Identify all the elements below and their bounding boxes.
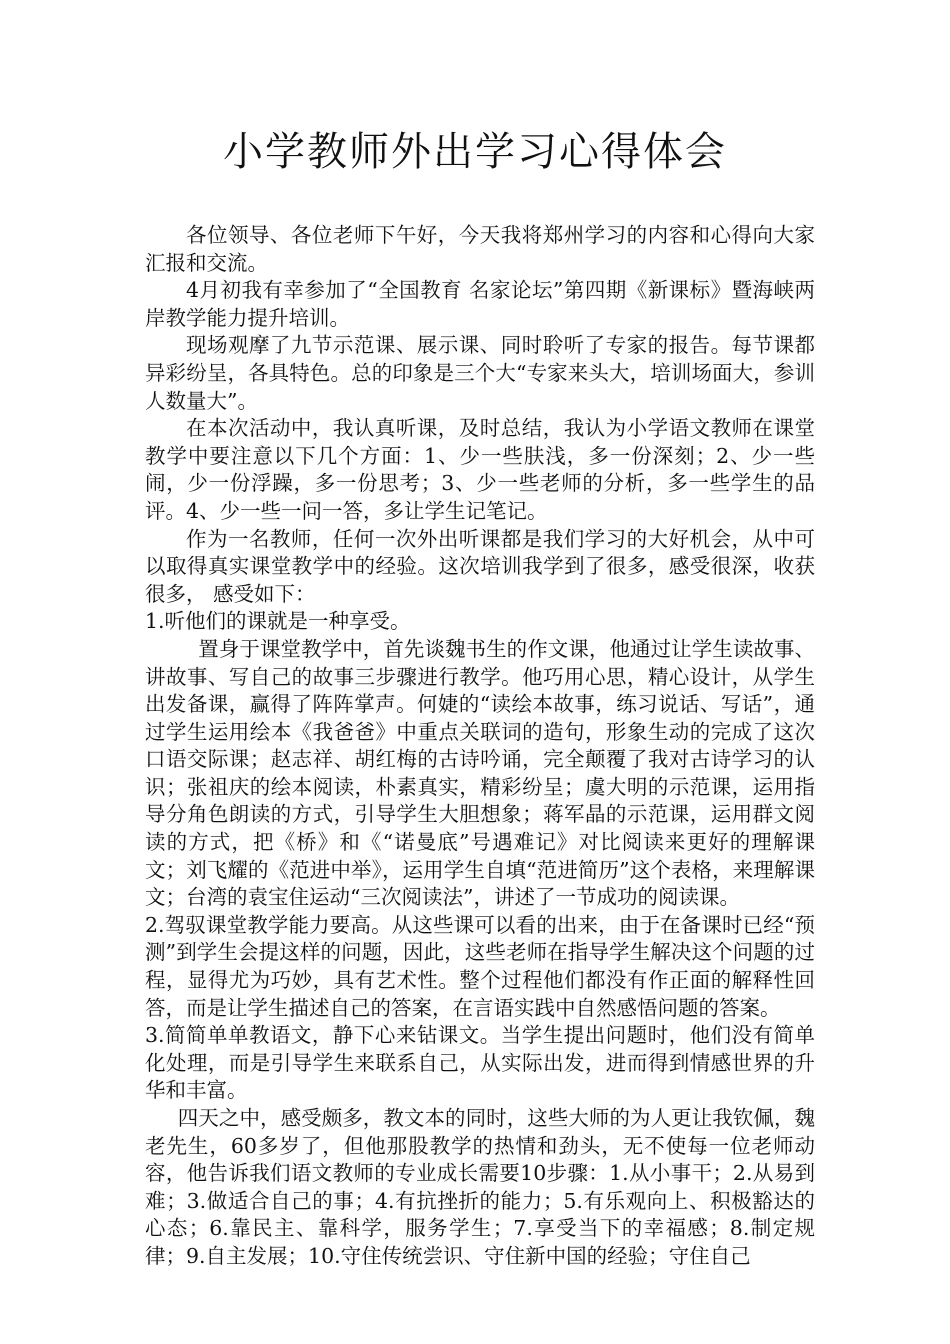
paragraph-point-2: 2.驾驭课堂教学能力要高。从这些课可以看的出来，由于在备课时已经“预测”到学生会提这样的问题，因此，这些老师在指导学生解决这个问题的过程，显得尤为巧妙，具有艺术性。整个过程他们都没有作正面的解释性回答，而是让学生描述自己的答案，在言语实践中自然感悟问题的答案。 (145, 912, 815, 1020)
paragraph-point-3: 3.简简单单教语文，静下心来钻课文。当学生提出问题时，他们没有简单化处理，而是引导学生来联系自己，从实际出发，进而得到情感世界的升华和丰富。 (145, 1023, 815, 1103)
paragraph-learning-opportunity: 作为一名教师，任何一次外出听课都是我们学习的大好机会，从中可以取得真实课堂教学中的经验。这次培训我学到了很多，感受很深，收获很多， 感受如下： (145, 526, 815, 606)
document-title: 小学教师外出学习心得体会 (223, 129, 727, 175)
document-body (145, 222, 815, 1271)
paragraph-greeting: 各位领导、各位老师下午好，今天我将郑州学习的内容和心得向大家汇报和交流。 (145, 223, 815, 275)
paragraph-training-intro: 4月初我有幸参加了“全国教育 名家论坛”第四期《新课标》暨海峡两岸教学能力提升培训。 (145, 278, 815, 330)
paragraph-teaching-points: 在本次活动中，我认真听课，及时总结，我认为小学语文教师在课堂教学中要注意以下几个方面：1、少一些肤浅，多一份深刻；2、少一些闹，少一份浮躁，多一份思考；3、少一些老师的分析，多一些学生的品评。4、少一些一问一答，多让学生记笔记。 (145, 416, 815, 523)
paragraph-lesson-examples: 置身于课堂教学中，首先谈魏书生的作文课，他通过让学生读故事、讲故事、写自己的故事三步骤进行教学。他巧用心思，精心设计，从学生出发备课，赢得了阵阵掌声。何婕的“读绘本故事，练习说话、写话”，通过学生运用绘本《我爸爸》中重点关联词的造句，形象生动的完成了这次口语交际课；赵志祥、胡红梅的古诗吟诵，完全颠覆了我对古诗学习的认识；张祖庆的绘本阅读，朴素真实，精彩纷呈；虞大明的示范课，运用指导分角色朗读的方式，引导学生大胆想象；蒋军晶的示范课，运用群文阅读的方式，把《桥》和《“诺曼底”号遇难记》对比阅读来更好的理解课文；刘飞耀的《范进中举》，运用学生自填“范进简历”这个表格，来理解课文；台湾的袁宝住运动“三次阅读法”，讲述了一节成功的阅读课。 (145, 636, 815, 910)
paragraph-observation: 现场观摩了九节示范课、展示课、同时聆听了专家的报告。每节课都异彩纷呈，各具特色。总的印象是三个大“专家来头大，培训场面大，参训人数量大”。 (145, 333, 815, 413)
paragraph-point-1-heading: 1.听他们的课就是一种享受。 (145, 609, 411, 634)
paragraph-reflection: 四天之中，感受颇多，教文本的同时，这些大师的为人更让我钦佩，魏老先生，60多岁了，但他那股教学的热情和劲头，无不使每一位老师动容，他告诉我们语文教师的专业成长需要10步骤：1.从小事干；2.从易到难；3.做适合自己的事；4.有抗挫折的能力；5.有乐观向上、积极豁达的心态；6.靠民主、靠科学，服务学生；7.享受当下的幸福感；8.制定规律；9.自主发展；10.守住传统尝识、守住新中国的经验；守住自己 (145, 1106, 815, 1268)
